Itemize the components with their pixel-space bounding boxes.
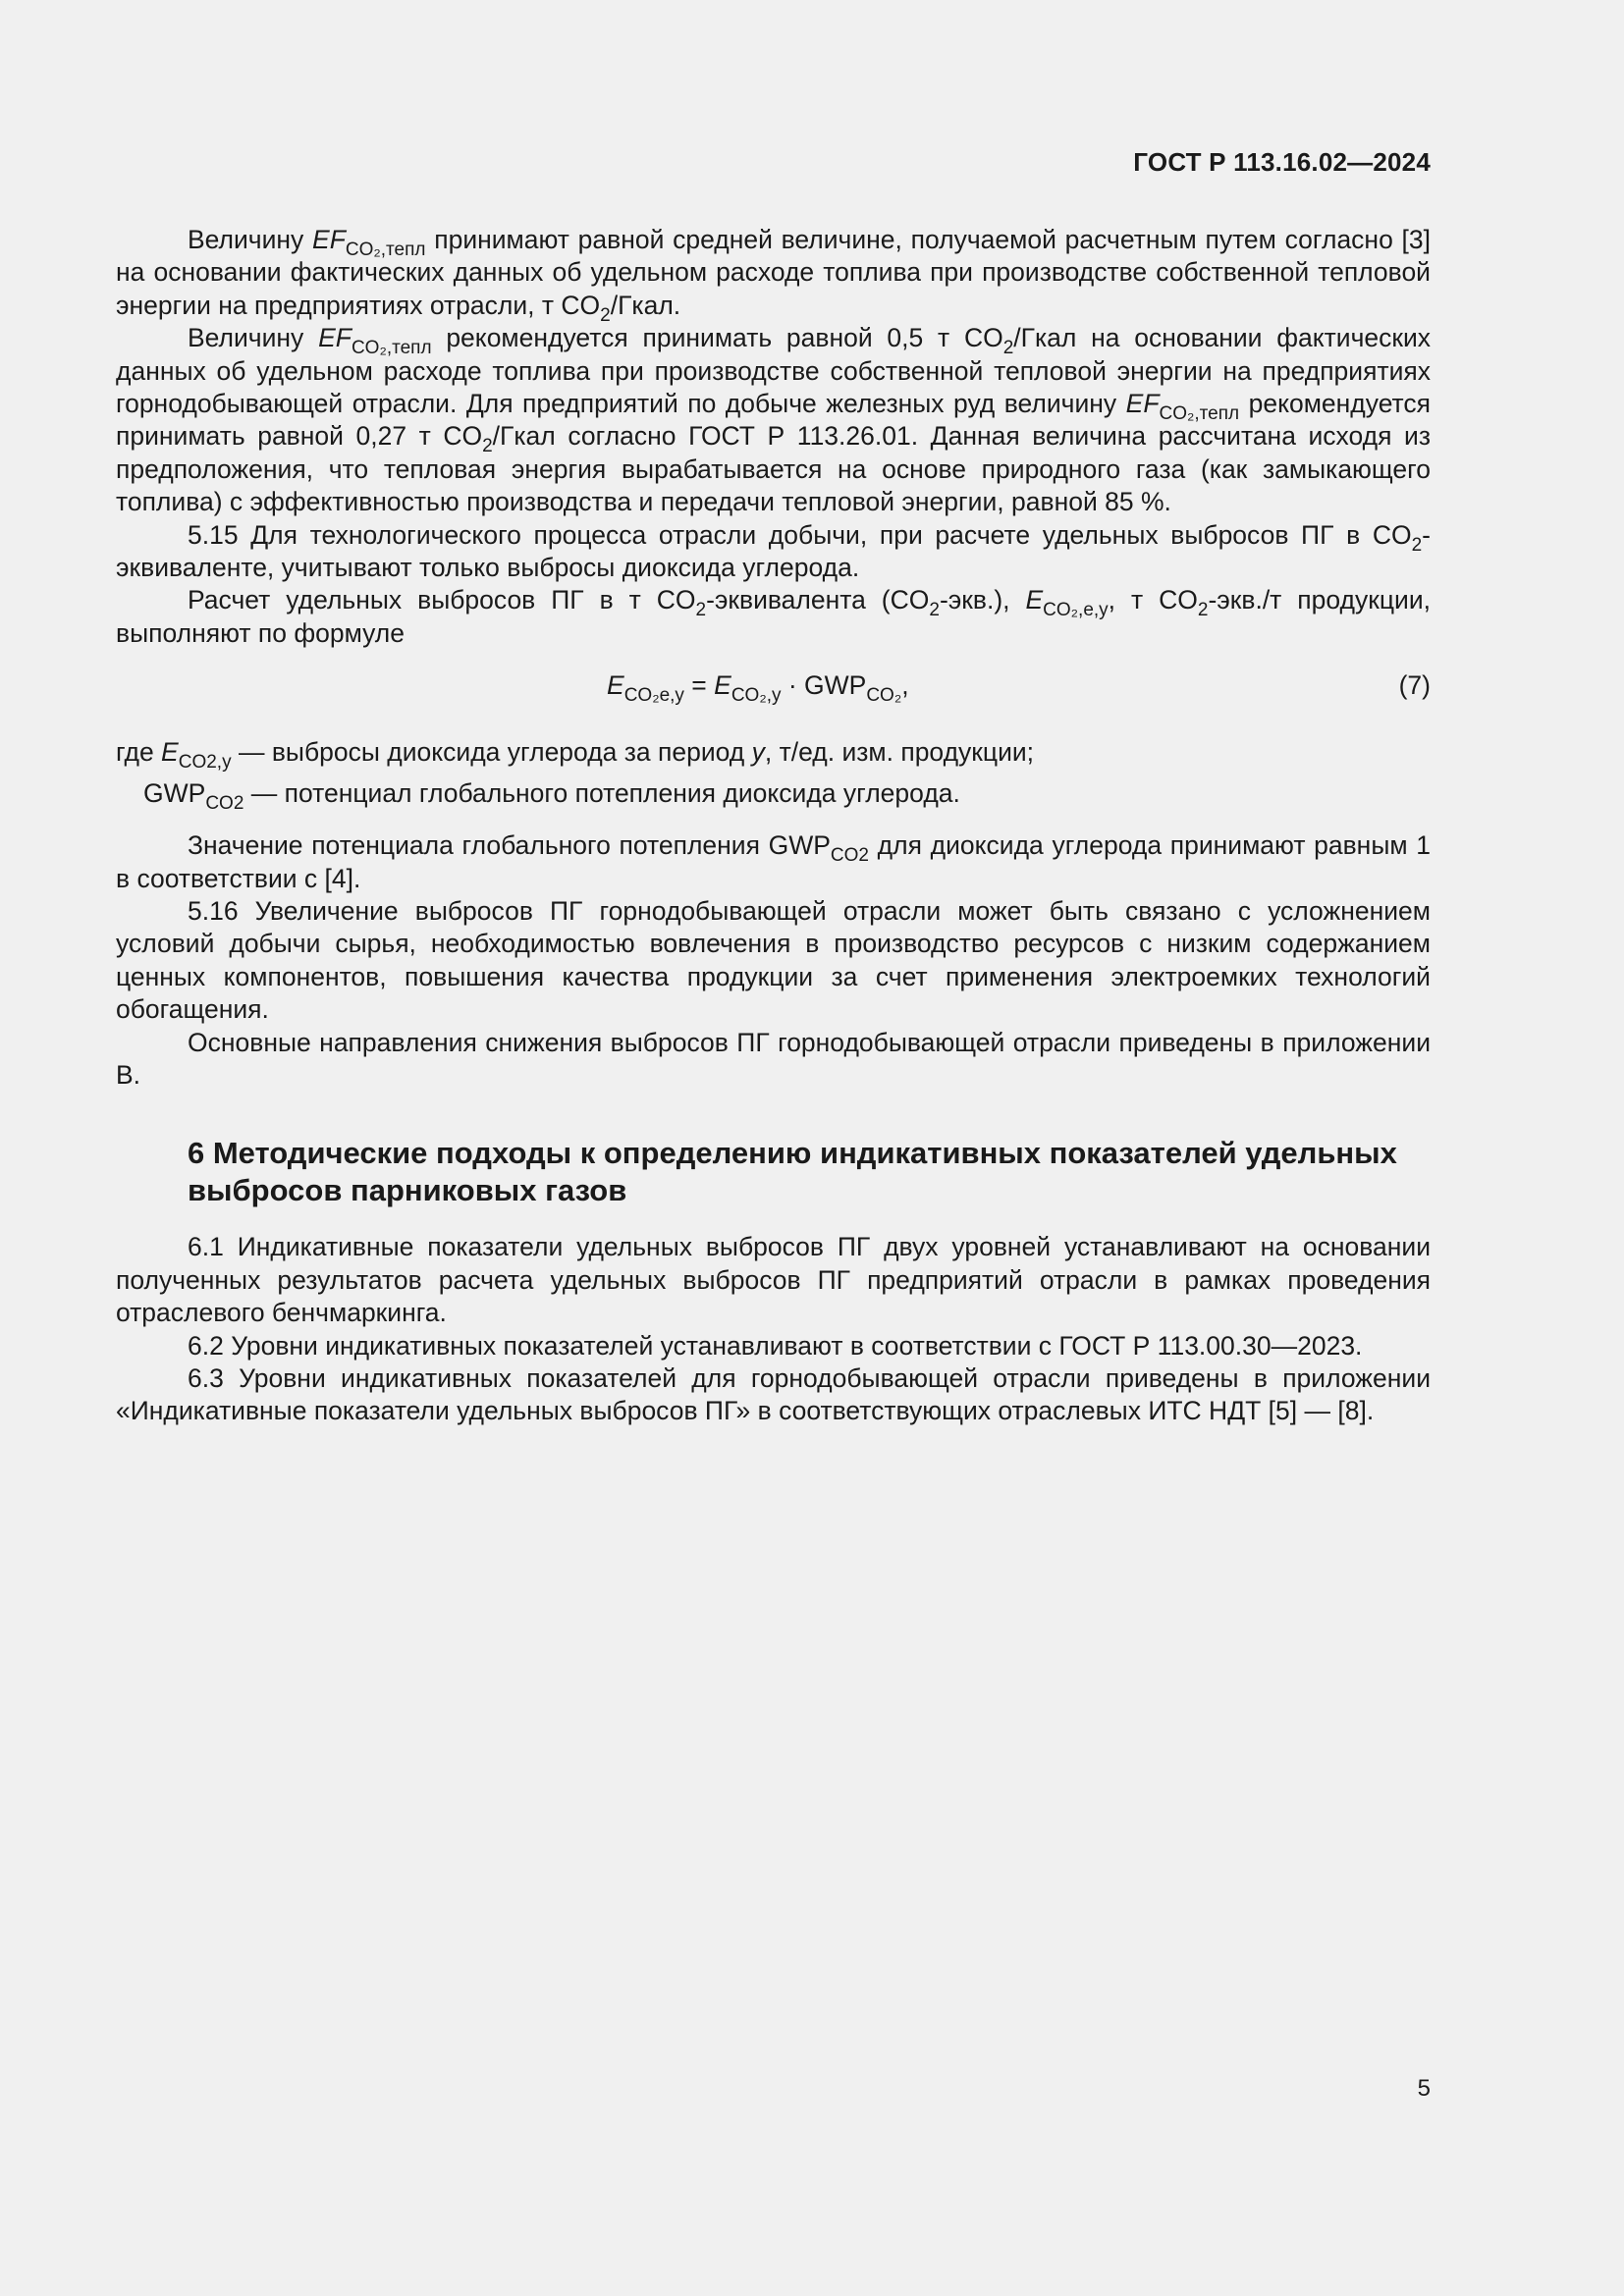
paragraph-ef-definition: Величину $EF_{CO_2,тепл}$ принимают равной средней величине, получаемой расчетным путем согласно [3] на основании фактических данных об удельном расходе топлива при производстве собственной тепловой энергии на предприятиях отрасли, т $CO_2$/Гкал. [116,225,1431,326]
doc-header-code: ГОСТ Р 113.16.02—2024 [1133,147,1431,177]
paragraph-5-16: 5.16 Увеличение выбросов ПГ горнодобывающей отрасли может быть связано с усложнением условий добычи сырья, необходимостью вовлечения в производство ресурсов с низким содержанием ценных компонентов, повышения качества продукции за счет применения электроемких технологий обогащения. [116,895,1431,1025]
paragraph-6-2: 6.2 Уровни индикативных показателей устанавливают в соответствии с ГОСТ Р 113.00.30—2023. [188,1330,1363,1361]
formula-number: (7) [1398,670,1431,701]
paragraph-6-1: 6.1 Индикативные показатели удельных выбросов ПГ двух уровней устанавливают на основании полученных результатов расчета удельных выбросов ПГ предприятий отрасли в рамках проведения отраслевого бенчмаркинга. [116,1232,1431,1328]
document-body [116,224,1431,1428]
paragraph-calculation-intro: Расчет удельных выбросов ПГ в т $CO_2$-эквивалента $(CO_2-экв.)$, $E_{CO_2,e,y}$, т $CO_2-экв./т$ продукции, выполняют по формуле [116,585,1431,648]
section-6-heading: 6 Методические подходы к определению индикативных показателей удельных выбросов парниковых газов [188,1136,1397,1208]
paragraph-5-15: 5.15 Для технологического процесса отрасли добычи, при расчете удельных выбросов ПГ в $CO_2$-эквиваленте, учитывают только выбросы диоксида углерода. [116,519,1431,583]
paragraph-6-3: 6.3 Уровни индикативных показателей для горнодобывающей отрасли приведены в приложении «Индикативные показатели удельных выбросов ПГ» в соответствующих отраслевых ИТС НДТ [5] — [8]. [116,1362,1431,1426]
legend-line-e: где $E_{CO2,y}$ — выбросы диоксида углерода за период y, т/ед. изм. продукции; [116,737,1035,774]
formula-legend [116,736,1431,814]
formula-7 [116,669,1431,713]
paragraph-ef-recommendation: Величину $EF_{CO_2,тепл}$ рекомендуется принимать равной 0,5 т $CO_2$/Гкал на основании фактических данных об удельном расходе топлива при производстве собственной тепловой энергии на предприятиях горнодобывающей отрасли. Для предприятий по добыче железных руд величину $EF_{CO_2,тепл}$ рекомендуется принимать равной 0,27 т $CO_2$/Гкал согласно ГОСТ Р 113.26.01. Данная величина рассчитана исходя из предположения, что тепловая энергия вырабатывается на основе природного газа (как замыкающего топлива) с эффективностью производства и передачи тепловой энергии, равной 85 %. [116,323,1432,517]
legend-line-gwp: $GWP_{CO2}$ — потенциал глобального потепления диоксида углерода. [143,777,960,814]
page-number: 5 [1417,2075,1431,2102]
paragraph-gwp-value: Значение потенциала глобального потепления $GWP_{CO2}$ для диоксида углерода принимают равным 1 в соответствии с [4]. [116,830,1431,893]
formula-expression: $E_{CO_2e,y} = E_{CO_2,y} \cdot GWP_{CO_2}$, [607,670,909,707]
paragraph-reduction-directions: Основные направления снижения выбросов ПГ горнодобывающей отрасли приведены в приложении В. [116,1027,1431,1090]
